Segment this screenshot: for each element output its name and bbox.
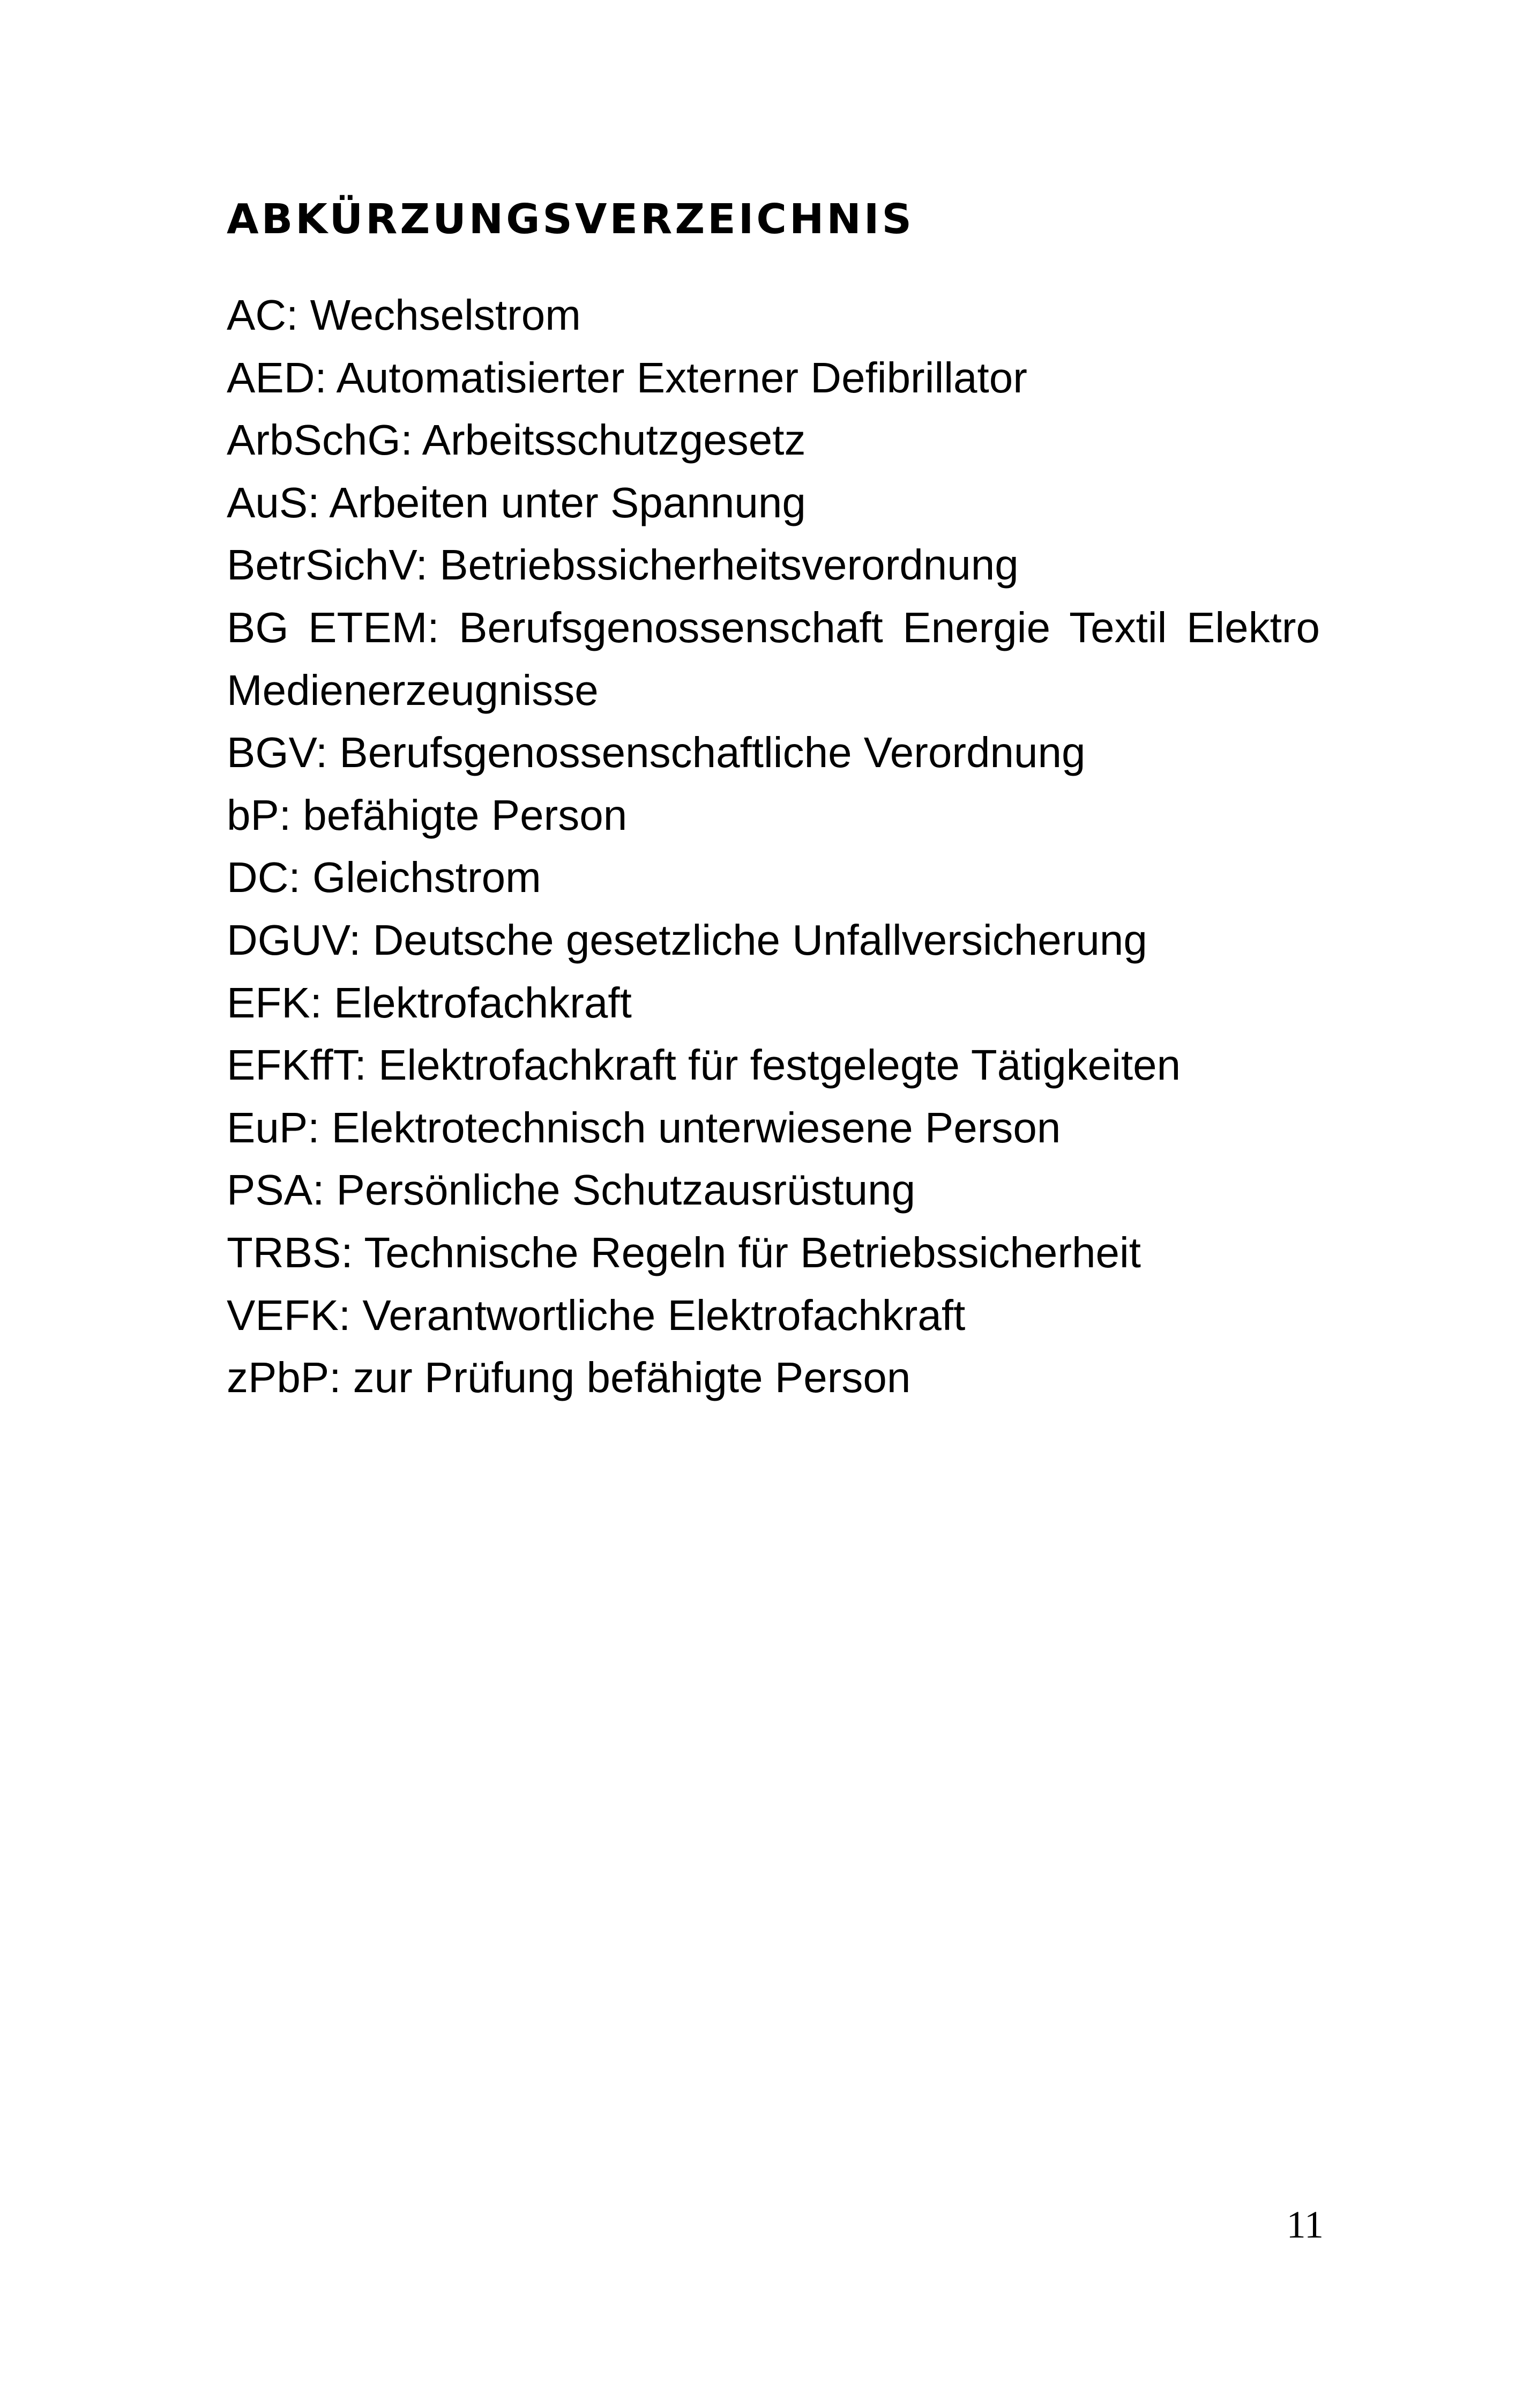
list-item: ArbSchG: Arbeitsschutzgesetz — [227, 416, 806, 464]
list-item: EFK: Elektrofachkraft — [227, 978, 632, 1027]
list-item: VEFK: Verantwortliche Elektrofachkraft — [227, 1291, 966, 1339]
list-item: EFKffT: Elektrofachkraft für festgelegte Tätigkeiten — [227, 1041, 1181, 1089]
list-item: EuP: Elektrotechnisch unterwiesene Person — [227, 1103, 1061, 1151]
list-item: BG ETEM: Berufsgenossenschaft Energie Textil Elektro Medienerzeugnisse — [227, 603, 1320, 714]
abbreviation-list — [227, 284, 1320, 1409]
list-item: AuS: Arbeiten unter Spannung — [227, 478, 806, 526]
list-item: AED: Automatisierter Externer Defibrillator — [227, 353, 1027, 402]
list-item: bP: befähigte Person — [227, 791, 628, 839]
list-item: PSA: Persönliche Schutzausrüstung — [227, 1166, 916, 1214]
list-item: BGV: Berufsgenossenschaftliche Verordnung — [227, 729, 1086, 777]
list-item: TRBS: Technische Regeln für Betriebssicherheit — [227, 1228, 1141, 1276]
list-item: BetrSichV: Betriebssicherheitsverordnung — [227, 541, 1019, 589]
list-item: zPbP: zur Prüfung befähigte Person — [227, 1354, 911, 1402]
list-item: DGUV: Deutsche gesetzliche Unfallversicherung — [227, 916, 1147, 964]
list-item: DC: Gleichstrom — [227, 853, 541, 902]
page-number: 11 — [1286, 2203, 1324, 2246]
list-item: AC: Wechselstrom — [227, 291, 581, 339]
section-heading: ABKÜRZUNGSVERZEICHNIS — [227, 196, 914, 243]
